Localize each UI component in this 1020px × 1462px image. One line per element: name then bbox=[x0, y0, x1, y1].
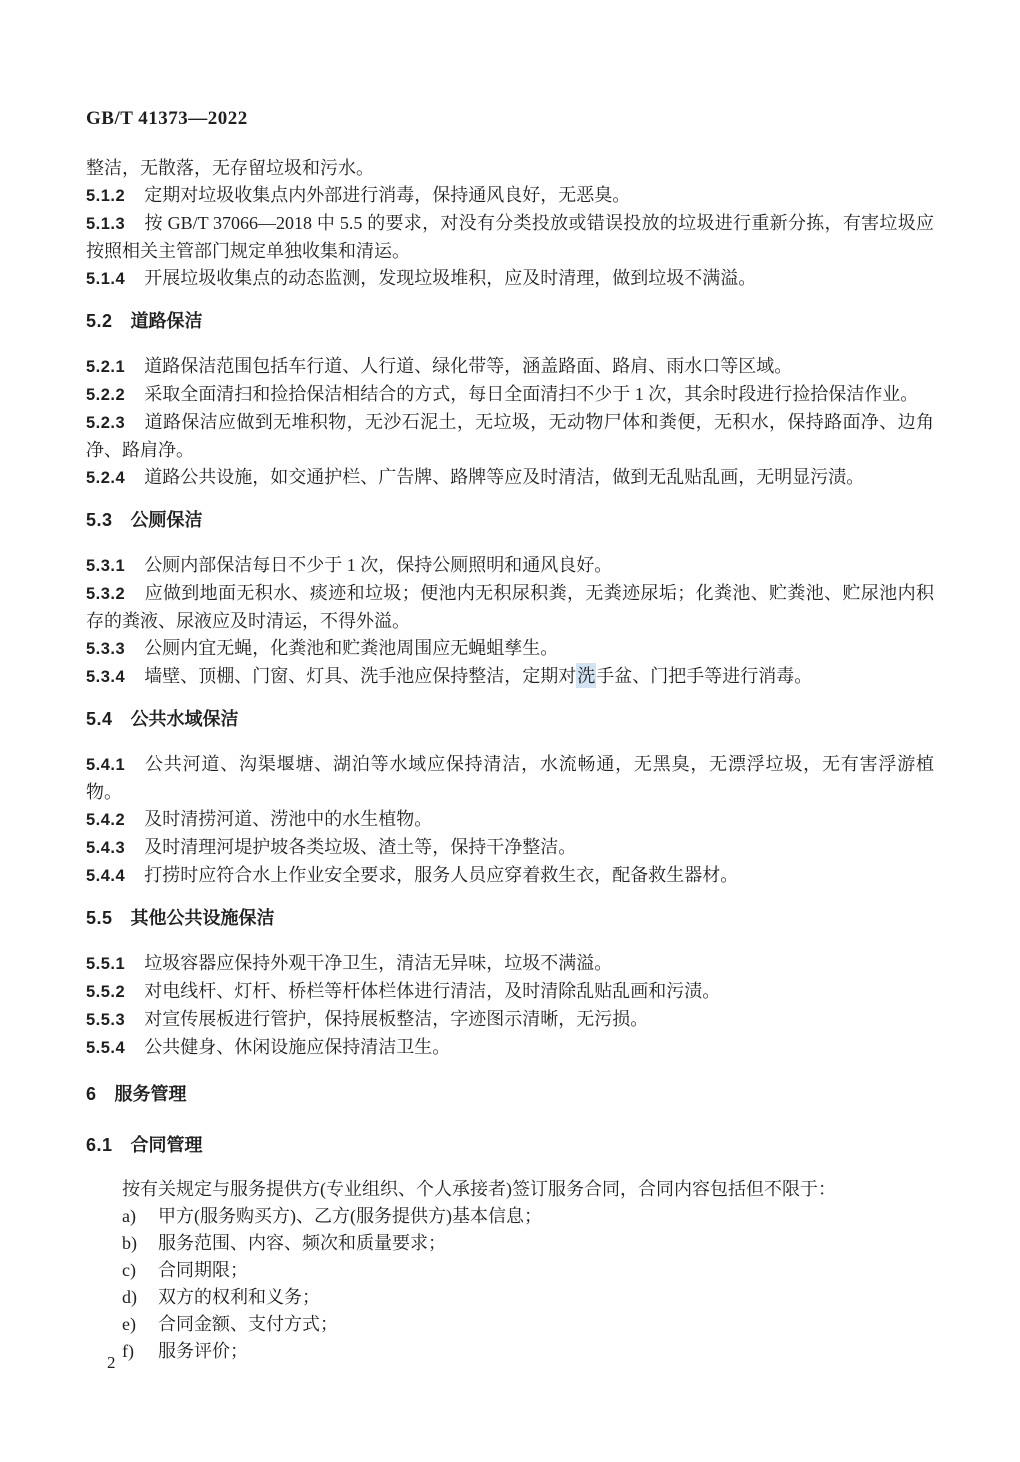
clause-text: 及时清理河堤护坡各类垃圾、渣土等，保持干净整洁。 bbox=[144, 837, 577, 857]
heading-number: 5.4 bbox=[86, 709, 113, 729]
clause-5-2-2 bbox=[86, 381, 934, 409]
heading-title: 公共水域保洁 bbox=[130, 709, 239, 729]
clause-text: 开展垃圾收集点的动态监测，发现垃圾堆积，应及时清理，做到垃圾不满溢。 bbox=[144, 268, 757, 288]
clause-5-4-2 bbox=[86, 806, 934, 834]
clause-text: 垃圾容器应保持外观干净卫生，清洁无异味，垃圾不满溢。 bbox=[144, 953, 613, 973]
clause-number: 5.1.4 bbox=[86, 270, 126, 288]
clause-5-5-2 bbox=[86, 978, 934, 1006]
heading-number: 5.2 bbox=[86, 311, 113, 331]
clause-number: 5.3.1 bbox=[86, 557, 126, 575]
clause-number: 5.3.4 bbox=[86, 668, 126, 686]
list-marker: e) bbox=[122, 1314, 136, 1334]
clause-number: 5.3.3 bbox=[86, 640, 126, 658]
list-marker: b) bbox=[122, 1233, 137, 1253]
clause-number: 5.2.1 bbox=[86, 358, 126, 376]
clause-number: 5.5.2 bbox=[86, 983, 126, 1001]
clause-number: 5.4.1 bbox=[86, 756, 126, 774]
clause-number: 5.3.2 bbox=[86, 585, 126, 603]
clause-text: 公共河道、沟渠堰塘、湖泊等水域应保持清洁，水流畅通，无黑臭，无漂浮垃圾，无有害浮游植物。 bbox=[86, 754, 934, 802]
clause-text: 采取全面清扫和捡拾保洁相结合的方式，每日全面清扫不少于 1 次，其余时段进行捡拾保洁作业。 bbox=[144, 384, 919, 404]
clause-text: 公共健身、休闲设施应保持清洁卫生。 bbox=[144, 1037, 451, 1057]
list-item-b bbox=[86, 1230, 934, 1257]
clause-text: 打捞时应符合水上作业安全要求，服务人员应穿着救生衣，配备救生器材。 bbox=[144, 865, 739, 885]
clause-5-2-3 bbox=[86, 409, 934, 464]
clause-text: 公厕内部保洁每日不少于 1 次，保持公厕照明和通风良好。 bbox=[144, 555, 613, 575]
clause-5-1-2 bbox=[86, 182, 934, 210]
clause-text: 道路保洁范围包括车行道、人行道、绿化带等，涵盖路面、路肩、雨水口等区域。 bbox=[144, 356, 793, 376]
clause-number: 5.1.2 bbox=[86, 187, 126, 205]
heading-number: 6.1 bbox=[86, 1135, 113, 1155]
clause-text: 手盆、门把手等进行消毒。 bbox=[596, 666, 813, 686]
text-highlight: 洗 bbox=[576, 663, 596, 688]
clause-5-1-3 bbox=[86, 210, 934, 265]
clause-number: 5.4.2 bbox=[86, 811, 126, 829]
list-marker: c) bbox=[122, 1260, 136, 1280]
list-item-a bbox=[86, 1203, 934, 1230]
clause-number: 5.2.2 bbox=[86, 386, 126, 404]
heading-6-1 bbox=[86, 1132, 934, 1159]
heading-number: 5.5 bbox=[86, 908, 113, 928]
clause-5-1-4 bbox=[86, 265, 934, 293]
heading-title: 服务管理 bbox=[114, 1084, 187, 1104]
clause-5-2-4 bbox=[86, 464, 934, 492]
clause-text: 对电线杆、灯杆、桥栏等杆体栏体进行清洁，及时清除乱贴乱画和污渍。 bbox=[144, 981, 721, 1001]
clause-number: 5.5.3 bbox=[86, 1011, 126, 1029]
clause-5-5-4 bbox=[86, 1034, 934, 1062]
clause-5-2-1 bbox=[86, 353, 934, 381]
list-item-f bbox=[86, 1338, 934, 1365]
clause-text: 定期对垃圾收集点内外部进行消毒，保持通风良好，无恶臭。 bbox=[144, 185, 631, 205]
clause-number: 5.4.4 bbox=[86, 867, 126, 885]
list-item-e bbox=[86, 1311, 934, 1338]
heading-5-5 bbox=[86, 905, 934, 932]
heading-number: 5.3 bbox=[86, 510, 113, 530]
heading-title: 合同管理 bbox=[130, 1135, 203, 1155]
clause-5-3-1 bbox=[86, 552, 934, 580]
page-content bbox=[86, 0, 934, 1365]
list-text: 服务评价； bbox=[158, 1341, 248, 1361]
clause-text: 道路公共设施，如交通护栏、广告牌、路牌等应及时清洁，做到无乱贴乱画，无明显污渍。 bbox=[144, 467, 865, 487]
heading-5-2 bbox=[86, 308, 934, 335]
clause-5-3-2 bbox=[86, 580, 934, 635]
clause-text: 及时清捞河道、涝池中的水生植物。 bbox=[144, 809, 433, 829]
clause-text: 应做到地面无积水、痰迹和垃圾；便池内无积尿积粪，无粪迹尿垢；化粪池、贮粪池、贮尿池内积存的粪液、尿液应及时清运，不得外溢。 bbox=[86, 583, 934, 631]
clause-5-4-1 bbox=[86, 751, 934, 806]
clause-5-5-1 bbox=[86, 950, 934, 978]
clause-number: 5.2.3 bbox=[86, 414, 126, 432]
heading-number: 6 bbox=[86, 1084, 97, 1104]
clause-text: 对宣传展板进行管护，保持展板整洁，字迹图示清晰，无污损。 bbox=[144, 1009, 649, 1029]
clause-5-3-4 bbox=[86, 663, 934, 691]
heading-title: 道路保洁 bbox=[130, 311, 203, 331]
clause-text: 按 GB/T 37066—2018 中 5.5 的要求，对没有分类投放或错误投放的垃圾进行重新分拣，有害垃圾应按照相关主管部门规定单独收集和清运。 bbox=[86, 213, 934, 261]
clause-5-5-3 bbox=[86, 1006, 934, 1034]
page-number: 2 bbox=[107, 1353, 116, 1372]
clause-5-4-3 bbox=[86, 834, 934, 862]
clause-text: 墙壁、顶棚、门窗、灯具、洗手池应保持整洁，定期对 bbox=[144, 666, 577, 686]
list-text: 合同金额、支付方式； bbox=[158, 1314, 338, 1334]
list-text: 甲方(服务购买方)、乙方(服务提供方)基本信息； bbox=[158, 1206, 542, 1226]
heading-6 bbox=[86, 1081, 934, 1108]
list-item-d bbox=[86, 1284, 934, 1311]
heading-title: 其他公共设施保洁 bbox=[130, 908, 275, 928]
clause-5-3-3 bbox=[86, 635, 934, 663]
clause-number: 5.5.1 bbox=[86, 955, 126, 973]
clause-number: 5.1.3 bbox=[86, 215, 126, 233]
para-contract-intro: 按有关规定与服务提供方(专业组织、个人承接者)签订服务合同，合同内容包括但不限于： bbox=[122, 1179, 836, 1199]
clause-text: 道路保洁应做到无堆积物，无沙石泥土，无垃圾，无动物尸体和粪便，无积水，保持路面净、边角净、路肩净。 bbox=[86, 412, 934, 460]
clause-number: 5.5.4 bbox=[86, 1039, 126, 1057]
clause-number: 5.4.3 bbox=[86, 839, 126, 857]
list-marker: d) bbox=[122, 1287, 137, 1307]
list-item-c bbox=[86, 1257, 934, 1284]
heading-5-4 bbox=[86, 706, 934, 733]
clause-5-4-4 bbox=[86, 862, 934, 890]
list-text: 合同期限； bbox=[158, 1260, 248, 1280]
para-continuation: 整洁，无散落，无存留垃圾和污水。 bbox=[86, 158, 374, 178]
heading-5-3 bbox=[86, 507, 934, 534]
list-marker: f) bbox=[122, 1341, 134, 1361]
heading-title: 公厕保洁 bbox=[130, 510, 203, 530]
list-text: 服务范围、内容、频次和质量要求； bbox=[158, 1233, 446, 1253]
doc-number-header: GB/T 41373—2022 bbox=[86, 108, 248, 129]
clause-text: 公厕内宜无蝇，化粪池和贮粪池周围应无蝇蛆孳生。 bbox=[144, 638, 559, 658]
clause-number: 5.2.4 bbox=[86, 469, 126, 487]
list-marker: a) bbox=[122, 1206, 136, 1226]
list-text: 双方的权利和义务； bbox=[158, 1287, 320, 1307]
